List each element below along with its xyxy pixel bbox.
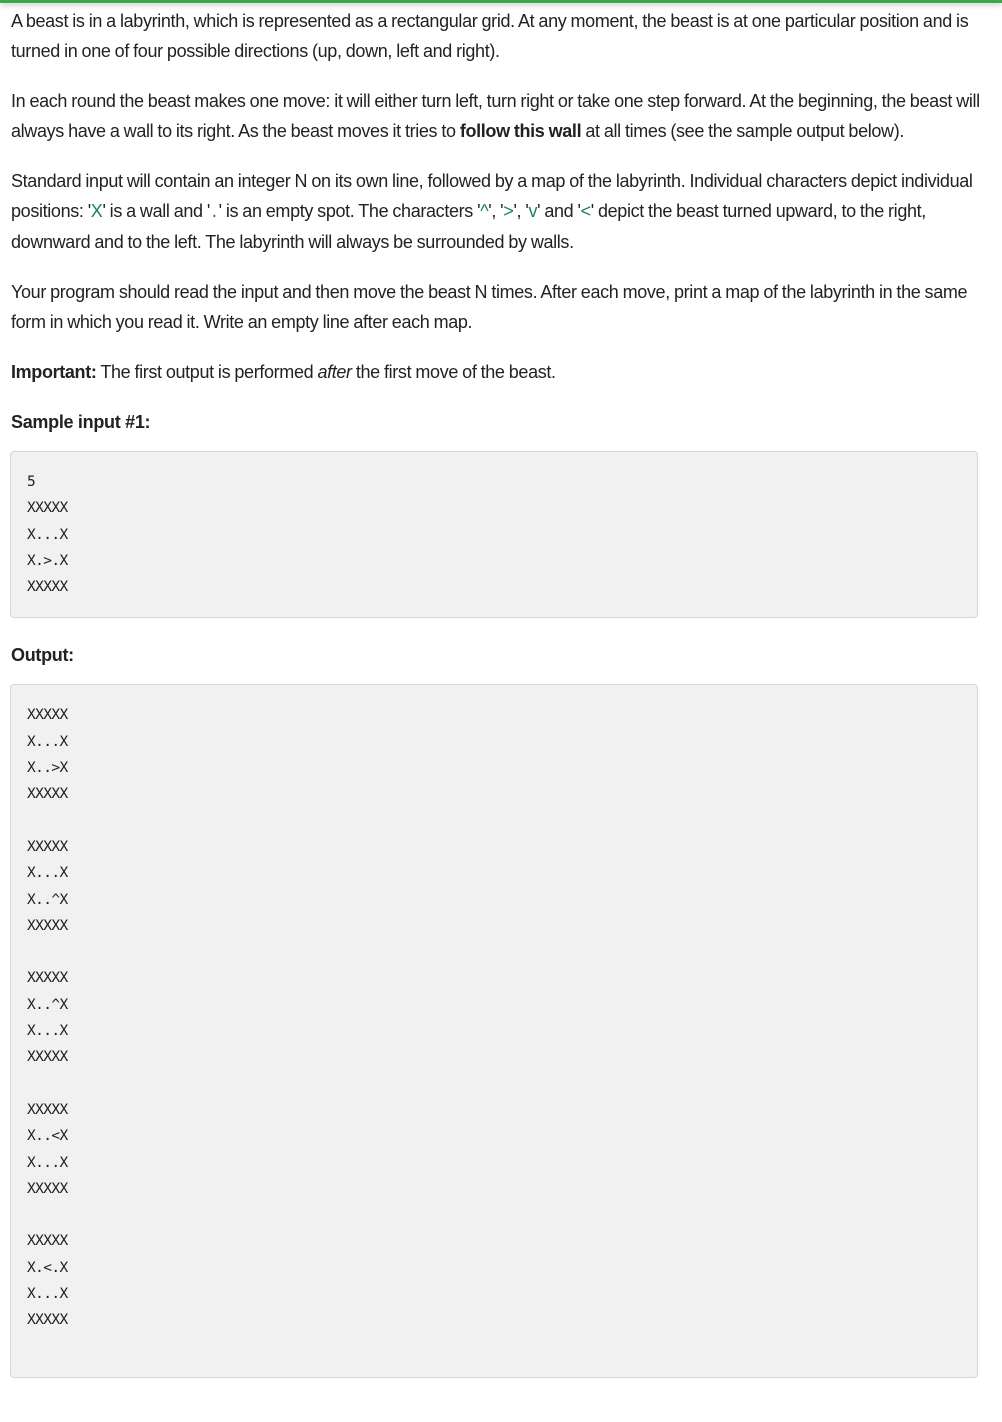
code-line: X.>.X: [27, 552, 68, 569]
code-line: X...X: [27, 1023, 68, 1040]
code-line: XXXXX: [27, 1101, 68, 1118]
rules-text-2: at all times (see the sample output below).: [581, 121, 905, 141]
output-map: [27, 702, 961, 833]
down-char: v: [528, 201, 538, 221]
output-format-paragraph: [11, 277, 983, 337]
important-text-a: The first output is performed: [96, 362, 318, 382]
input-text-d: ', ': [488, 201, 504, 221]
rules-text-1: In each round the beast makes one move: it will either turn left, turn right or take one step forward. At the beginning, the beast will always have a wall to its right. As the beast moves it tries to: [11, 91, 980, 141]
code-line: XXXXX: [27, 1180, 68, 1197]
code-line: X..^X: [27, 996, 68, 1013]
code-line: 5: [27, 474, 36, 490]
left-char: <: [580, 201, 591, 221]
code-line: XXXXX: [27, 786, 68, 803]
sample-output-block: [10, 684, 978, 1377]
code-line: X...X: [27, 865, 68, 882]
output-heading: Output:: [11, 645, 74, 666]
rules-bold-text: follow this wall: [459, 121, 582, 141]
output-map: [27, 1097, 961, 1228]
code-line: X..^X: [27, 891, 68, 908]
empty-char: .: [209, 203, 219, 221]
output-map: [27, 834, 961, 965]
intro-paragraph: [11, 6, 983, 66]
input-text-e: ', ': [513, 201, 529, 221]
code-line: X..<X: [27, 1128, 68, 1145]
wall-char: X: [90, 201, 103, 221]
sample-input-block: [10, 451, 978, 618]
output-map: [27, 965, 961, 1096]
code-line: XXXXX: [27, 707, 68, 724]
code-line: XXXXX: [27, 1312, 68, 1329]
code-line: XXXXX: [27, 917, 68, 934]
code-line: X...X: [27, 526, 68, 543]
blank-line: [27, 1071, 961, 1097]
input-text-g: ' depict the beast turned upward, to the right, downward and to the left. The labyrinth will always be surrounded by walls.: [11, 201, 926, 252]
code-line: XXXXX: [27, 838, 68, 855]
code-line: XXXXX: [27, 500, 68, 517]
rules-paragraph: [11, 86, 983, 146]
input-text-b: ' is a wall and ': [102, 201, 210, 221]
code-line: XXXXX: [27, 579, 68, 596]
important-italic: after: [317, 362, 352, 382]
code-line: X...X: [27, 1154, 68, 1171]
input-text-f: ' and ': [537, 201, 581, 221]
important-note: [11, 357, 983, 387]
code-line: X...X: [27, 1286, 68, 1303]
up-char: ^: [480, 201, 489, 221]
code-line: X.<.X: [27, 1259, 68, 1276]
input-format-paragraph: [11, 166, 983, 257]
code-line: XXXXX: [27, 1233, 68, 1250]
code-line: XXXXX: [27, 970, 68, 987]
right-char: >: [503, 201, 514, 221]
top-accent-bar: [0, 0, 1002, 3]
code-line: X...X: [27, 733, 68, 750]
blank-line: [27, 1334, 961, 1360]
output-format-text: Your program should read the input and then move the beast N times. After each move, print a map of the labyrinth in the same form in which you read it. Write an empty line after each map.: [11, 282, 968, 332]
blank-line: [27, 1202, 961, 1228]
input-text-a: Standard input will contain an integer N on its own line, followed by a map of the labyrinth. Individual characters depict individual positions: ': [11, 171, 973, 221]
important-text-b: the first move of the beast.: [351, 362, 556, 382]
blank-line: [27, 939, 961, 965]
output-map: [27, 1228, 961, 1359]
input-text-c: ' is an empty spot. The characters ': [218, 201, 481, 221]
sample-input-heading: Sample input #1:: [11, 412, 151, 432]
code-line: X..>X: [27, 760, 68, 777]
important-label: Important:: [11, 362, 97, 382]
blank-line: [27, 808, 961, 834]
problem-statement: [11, 6, 983, 1400]
intro-text: A beast is in a labyrinth, which is represented as a rectangular grid. At any moment, the beast is at one particular position and is turned in one of four possible directions (up, down, left and right).: [11, 11, 969, 61]
code-line: XXXXX: [27, 1049, 68, 1066]
